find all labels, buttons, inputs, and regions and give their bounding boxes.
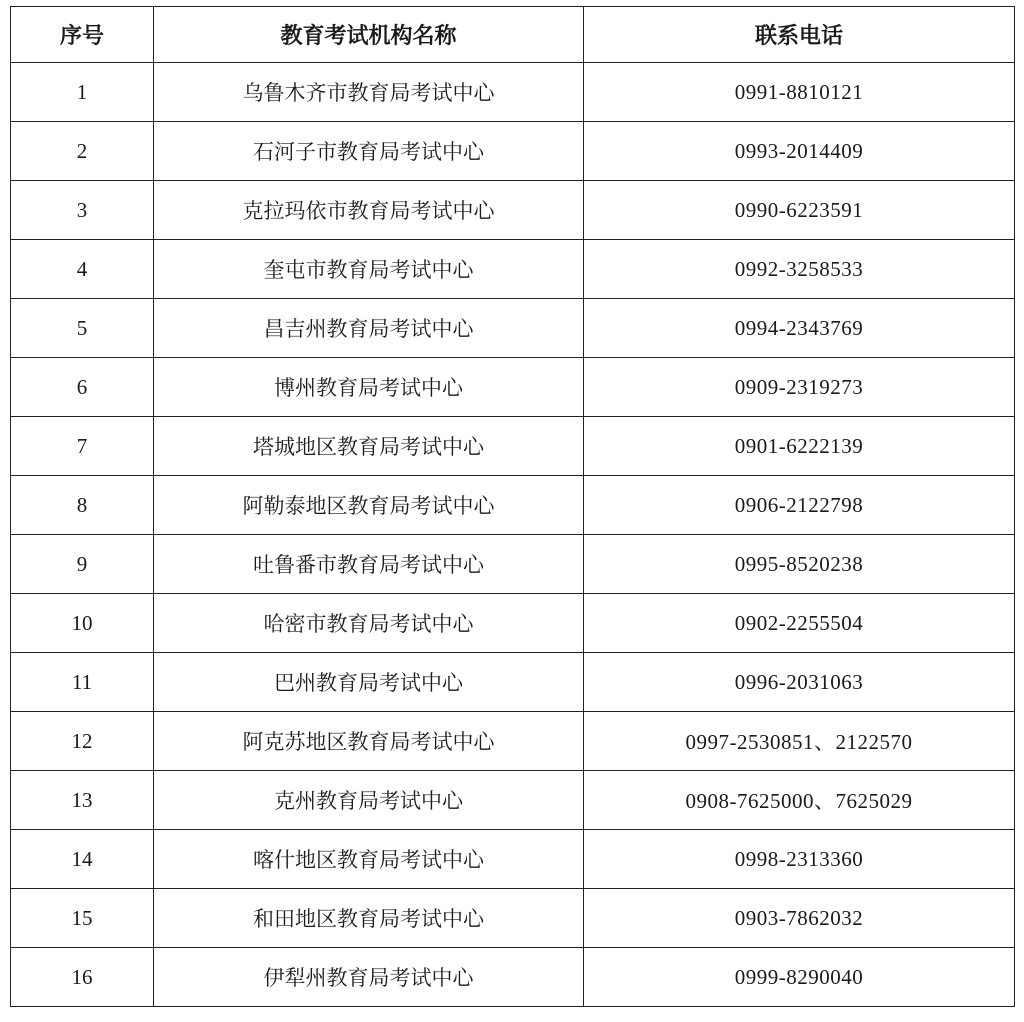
header-phone: 联系电话 <box>584 7 1015 63</box>
table-row <box>11 122 1015 181</box>
phone-number-cell: 0908-7625000、7625029 <box>584 771 1015 830</box>
institution-name-cell: 喀什地区教育局考试中心 <box>154 830 584 889</box>
row-index-cell: 10 <box>11 594 154 653</box>
institution-name-cell: 乌鲁木齐市教育局考试中心 <box>154 63 584 122</box>
exam-center-contact-table <box>10 6 1015 1007</box>
institution-name-cell: 克州教育局考试中心 <box>154 771 584 830</box>
phone-number-cell: 0991-8810121 <box>584 63 1015 122</box>
row-index-cell: 5 <box>11 299 154 358</box>
institution-name-cell: 伊犁州教育局考试中心 <box>154 948 584 1007</box>
table-row <box>11 712 1015 771</box>
table-row <box>11 240 1015 299</box>
table-row <box>11 830 1015 889</box>
phone-number-cell: 0996-2031063 <box>584 653 1015 712</box>
phone-number-cell: 0901-6222139 <box>584 417 1015 476</box>
table-row <box>11 535 1015 594</box>
institution-name-cell: 阿勒泰地区教育局考试中心 <box>154 476 584 535</box>
table-row <box>11 653 1015 712</box>
row-index-cell: 3 <box>11 181 154 240</box>
phone-number-cell: 0992-3258533 <box>584 240 1015 299</box>
row-index-cell: 11 <box>11 653 154 712</box>
row-index-cell: 9 <box>11 535 154 594</box>
institution-name-cell: 奎屯市教育局考试中心 <box>154 240 584 299</box>
institution-name-cell: 克拉玛依市教育局考试中心 <box>154 181 584 240</box>
institution-name-cell: 塔城地区教育局考试中心 <box>154 417 584 476</box>
table-row <box>11 181 1015 240</box>
row-index-cell: 14 <box>11 830 154 889</box>
header-index: 序号 <box>11 7 154 63</box>
row-index-cell: 1 <box>11 63 154 122</box>
institution-name-cell: 阿克苏地区教育局考试中心 <box>154 712 584 771</box>
table-body <box>11 63 1015 1007</box>
phone-number-cell: 0995-8520238 <box>584 535 1015 594</box>
phone-number-cell: 0902-2255504 <box>584 594 1015 653</box>
table-row <box>11 889 1015 948</box>
institution-name-cell: 吐鲁番市教育局考试中心 <box>154 535 584 594</box>
phone-number-cell: 0990-6223591 <box>584 181 1015 240</box>
row-index-cell: 2 <box>11 122 154 181</box>
row-index-cell: 16 <box>11 948 154 1007</box>
phone-number-cell: 0997-2530851、2122570 <box>584 712 1015 771</box>
table-row <box>11 63 1015 122</box>
phone-number-cell: 0998-2313360 <box>584 830 1015 889</box>
table-row <box>11 771 1015 830</box>
phone-number-cell: 0994-2343769 <box>584 299 1015 358</box>
institution-name-cell: 昌吉州教育局考试中心 <box>154 299 584 358</box>
row-index-cell: 15 <box>11 889 154 948</box>
phone-number-cell: 0909-2319273 <box>584 358 1015 417</box>
table-row <box>11 299 1015 358</box>
phone-number-cell: 0993-2014409 <box>584 122 1015 181</box>
row-index-cell: 12 <box>11 712 154 771</box>
table-row <box>11 358 1015 417</box>
institution-name-cell: 博州教育局考试中心 <box>154 358 584 417</box>
table-row <box>11 417 1015 476</box>
row-index-cell: 6 <box>11 358 154 417</box>
row-index-cell: 8 <box>11 476 154 535</box>
institution-name-cell: 石河子市教育局考试中心 <box>154 122 584 181</box>
table-row <box>11 476 1015 535</box>
institution-name-cell: 哈密市教育局考试中心 <box>154 594 584 653</box>
phone-number-cell: 0903-7862032 <box>584 889 1015 948</box>
row-index-cell: 4 <box>11 240 154 299</box>
institution-name-cell: 和田地区教育局考试中心 <box>154 889 584 948</box>
row-index-cell: 13 <box>11 771 154 830</box>
header-institution: 教育考试机构名称 <box>154 7 584 63</box>
table-header-row <box>11 7 1015 63</box>
table-row <box>11 594 1015 653</box>
phone-number-cell: 0999-8290040 <box>584 948 1015 1007</box>
table-row <box>11 948 1015 1007</box>
phone-number-cell: 0906-2122798 <box>584 476 1015 535</box>
row-index-cell: 7 <box>11 417 154 476</box>
institution-name-cell: 巴州教育局考试中心 <box>154 653 584 712</box>
